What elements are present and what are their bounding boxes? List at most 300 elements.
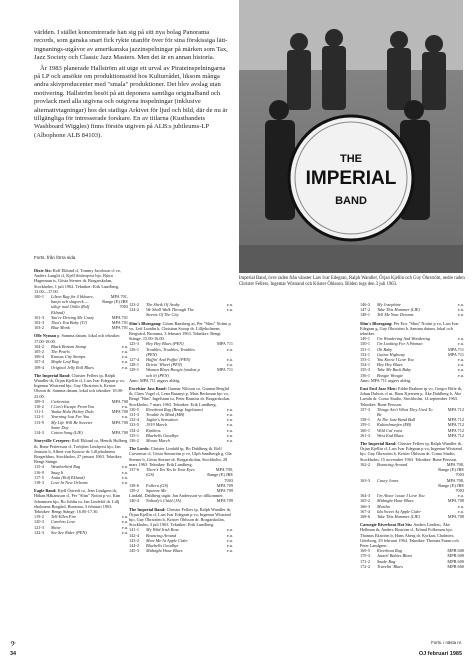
right-column <box>360 299 464 569</box>
track-row <box>360 514 464 519</box>
label-number: MPA 701 <box>111 320 128 326</box>
matrix-number: 169-5 <box>360 548 371 554</box>
track-title: Bluebells Goodbye <box>146 432 179 438</box>
track-title: Casey Jones <box>377 477 399 483</box>
label-number: e.u. <box>457 367 464 373</box>
track-title: My Josephine <box>377 302 401 307</box>
matrix-number: 171-2 <box>360 558 371 564</box>
track-title: Troubles, Troubles, Troubles (PEN) <box>146 346 195 357</box>
matrix-number: 167-4 <box>360 508 371 514</box>
matrix-number: 108-4 <box>34 364 45 370</box>
matrix-number: 142-4 <box>129 532 140 538</box>
track-title: Hey Hey Blues (PEN) <box>146 341 184 347</box>
session-block <box>360 321 464 383</box>
track-row <box>360 407 464 417</box>
matrix-number: 123-2 <box>129 302 140 307</box>
session-header <box>360 522 464 548</box>
matrix-number: 146-3 <box>360 302 371 307</box>
track-title: Lilsen Rag för 4 blåsare, banjo och slagverk — stilig- nad Orkla (Rolf Eklund) <box>51 294 94 315</box>
label-number: e.u. <box>226 362 233 368</box>
label-number: MPA 712 <box>447 422 464 428</box>
label-number: e.u. <box>121 359 128 365</box>
label-number: e.u. <box>121 464 128 470</box>
track-row <box>129 367 233 377</box>
track-row <box>129 548 233 553</box>
session-block <box>129 302 233 318</box>
label-number: MPA 700 <box>111 409 128 415</box>
band-photo <box>239 0 463 273</box>
track-title: My Wild Irish Rose <box>146 527 180 533</box>
track-title: Weatherbird Rag <box>51 464 81 470</box>
label-number: e.u. <box>121 343 128 349</box>
session-details: p. Samma datum, lokal och tekniker. 17.00-18.00. <box>34 333 121 344</box>
label-number: MPA 709 <box>216 498 233 504</box>
track-list <box>129 407 233 443</box>
label-number: e.u. <box>457 336 464 342</box>
matrix-number: 119-2 <box>34 514 44 520</box>
track-title: Moose March <box>146 438 170 444</box>
track-title: Black Bottom Stomp <box>51 343 87 349</box>
track-list <box>360 302 464 318</box>
session-note: Anm: MPA 711 utgavs aldrig. <box>129 377 181 383</box>
label-number: e.u. <box>121 529 128 535</box>
track-row <box>34 325 128 330</box>
track-list <box>360 462 464 519</box>
photo-caption: Imperial Band, övre raden från vänster Lars Ivar Edegran, Ralph Wandler, Örjan Kjellin och Guy Öhrström, nedre raden Christer Fellers, Ingemar Wistrand och Krister Öhlsson. Bilden togs den 3 juli 1963. <box>239 276 465 287</box>
session-block <box>34 438 128 485</box>
track-title: At The Jazz Band Ball <box>377 417 416 423</box>
session-header <box>129 507 233 528</box>
track-title: Snake Rag <box>377 558 396 564</box>
label-number: MPA 701 <box>111 314 128 320</box>
matrix-number: 113-9 <box>34 419 44 425</box>
label-number: MPA 708, Range (E) JRE 7003 <box>438 461 464 478</box>
matrix-number: 134-2 <box>129 427 140 433</box>
matrix-number: 145-3 <box>129 548 140 554</box>
session-header <box>34 268 128 294</box>
label-number: MPB 600 <box>447 558 464 564</box>
matrix-number: 137-6 <box>129 467 140 473</box>
label-number: e.u. <box>226 542 233 548</box>
matrix-number: 162-2 <box>360 461 371 467</box>
track-title: Kinkless <box>146 427 161 433</box>
session-block <box>360 522 464 569</box>
track-title: Tell-Ellen Fire <box>51 514 77 520</box>
band-name: Carnegie Riverboat Hot Six: <box>360 522 413 528</box>
matrix-number: 147-2 <box>360 307 371 313</box>
matrix-number: 114-3 <box>34 430 44 436</box>
track-title: Huffin' And Puffin' (PEN) <box>146 357 191 363</box>
matrix-number: 172-2 <box>360 563 371 569</box>
track-row <box>360 312 464 317</box>
track-title: Midnight Hour Blues <box>377 498 414 504</box>
label-number: MPA 701, Range (E) JRE 7003 <box>102 294 128 310</box>
track-row <box>129 347 233 357</box>
matrix-number: 138-6 <box>129 482 140 488</box>
matrix-number: 161-3 <box>360 432 371 438</box>
session-note: Anm: MPA 711 utgavs aldrig. <box>360 377 412 383</box>
matrix-number: 100-1 <box>34 294 45 300</box>
track-title: Shine <box>51 524 61 530</box>
band-name: The Imperial Band: <box>34 372 71 378</box>
track-list <box>34 294 128 330</box>
matrix-number: 104-2 <box>34 343 45 349</box>
matrix-number: 157-3 <box>360 406 371 412</box>
label-number: MPA 712 <box>447 427 464 433</box>
band-name: Slim's Bluesgang: <box>129 320 162 326</box>
track-title: You're Driving Me Crazy <box>51 314 94 320</box>
session-details: Göran Ramberg as, Per "Slim" Notini p vo, Leif Lundin b, Christian Sooop dr. Lilljeholmens Bergvärd, Bromma, 3 februari 1963. Tekniker: Bengt Stänge. 15.00-16.00. <box>129 320 231 342</box>
label-number: MPA 700 <box>111 398 128 404</box>
label-number: e.u. <box>457 508 464 514</box>
track-row <box>34 294 128 315</box>
track-title: Take This Hammer (LIE) <box>377 307 420 313</box>
label-number: e.u. <box>457 362 464 368</box>
session-details: Eddie Brahner tp vo, Gregor Rifie tb, Johan Dubois cl as, Hans Kjerrsen p, Åke Dahlberg b, Åke Larsdn dr. Como Studio, Stockholm, 14 september 1963. Tekniker: Rune Persson. <box>360 386 463 407</box>
matrix-number: 136-2 <box>129 438 140 444</box>
label-number: e.u. <box>121 474 128 480</box>
label-number: MPA 708 <box>447 498 464 504</box>
session-header <box>129 386 233 407</box>
label-number: MPB 600 <box>447 548 464 554</box>
drum-text-the: THE <box>340 153 362 165</box>
session-header <box>34 373 128 399</box>
matrix-number: 112-1 <box>34 414 44 420</box>
matrix-number: 150-1 <box>360 341 371 347</box>
track-row <box>360 478 464 494</box>
middle-column <box>129 299 233 553</box>
session-note: Lindahl, Dahlberg utgår. Jan Andersson vo tillkommer. <box>129 493 224 499</box>
label-number: MPB 600 <box>447 563 464 569</box>
track-title: The Pearls <box>51 349 70 355</box>
track-title: Drivin' Wheel (PEN) <box>146 362 182 368</box>
intro-paragraph: världen. I stället koncentrerade han sig på sitt nya bolag Panorama records, som ganska snart fick rykte utanför över för sina förskissiga lätt-ingnanings-utgåvor av amerikanska jazzinspelningar på märken som Tax, Jazz Society och Classic Jazz Masters. Men det är en annan historia. <box>34 29 228 62</box>
matrix-number: 139-2 <box>129 487 140 493</box>
session-details: Anders Lindeso, Åke Hellman tb, Anders Ekström cl, Erland Folkessen bjo, Thomas Ekström b, Hans Åberg dr. Kyrkan, Chalmers, Göteborg, 29 februari 1964. Tekniker: Thomas Fraun och Peter Landgren. <box>360 522 459 548</box>
matrix-number: 110-2 <box>34 404 44 410</box>
matrix-number: 141-1 <box>129 527 140 533</box>
matrix-number: 164-3 <box>360 493 371 499</box>
track-title: Take This Hammer (LIE) <box>377 513 420 519</box>
matrix-number: 166-3 <box>360 503 371 509</box>
session-header <box>34 438 128 464</box>
band-name: Excelsior Jass Band: <box>129 386 167 392</box>
session-header <box>129 446 233 467</box>
matrix-number: 152-1 <box>360 351 371 357</box>
track-title: Kaltenbrunfen (EB) <box>377 422 412 428</box>
track-title: Anita (Rolf Eklund) <box>51 474 85 480</box>
label-number: MPA 709 <box>216 482 233 488</box>
matrix-number: 106-4 <box>34 354 45 360</box>
session-block <box>360 441 464 519</box>
label-number: MPB 600 <box>447 553 464 559</box>
matrix-number: 126-1 <box>129 346 140 352</box>
track-title: Nobody's Child (JA) <box>146 498 182 504</box>
matrix-number: 109-3 <box>34 398 45 404</box>
track-list <box>129 302 233 318</box>
label-number: MPA 712 <box>447 406 464 412</box>
label-number: e.u. <box>457 357 464 363</box>
track-title: Meet Me At Apple Cider <box>146 537 188 543</box>
track-title: 1919 March <box>146 422 167 428</box>
session-block <box>129 507 233 554</box>
track-title: We Shall Walk Through The Streets Of The City <box>146 307 194 318</box>
track-list <box>129 527 233 553</box>
drum-text-band: BAND <box>335 195 367 207</box>
label-number: MPA 700 <box>111 430 128 436</box>
track-list <box>360 548 464 569</box>
label-number: e.u. <box>121 349 128 355</box>
label-number: e.u. <box>121 404 128 410</box>
matrix-number: 115-4 <box>34 464 44 470</box>
label-number: e.u. <box>226 357 233 363</box>
session-details: Rolf Eklund co, Henrik Hulberg tb, Rune Pettersson cl, Torbjörn Lindqvist bjo, Jan Jansson b, Albert von Konow dr. Lilljeholmens Borgerkhus, Stockholm, 27 januari 1963. Tekniker: Bengt Stänge. <box>34 438 128 465</box>
track-list <box>34 399 128 435</box>
track-title: Wild Cat' twist <box>377 427 403 433</box>
magazine-issue: OJ februari 1985 <box>418 651 462 657</box>
track-row <box>34 420 128 430</box>
band-name: Eagle Band: <box>34 488 57 494</box>
label-number: e.u. <box>226 422 233 428</box>
label-number: e.u. <box>226 427 233 433</box>
session-block <box>34 488 128 535</box>
track-title: Tell Me Your Dreams <box>377 312 414 318</box>
track-title: Trouble In Mind (MB) <box>146 412 185 418</box>
track-title: West End Blues <box>377 432 404 438</box>
track-title: Boogie Woogie <box>377 372 403 378</box>
track-title: Midnight Hour Blues <box>146 548 183 554</box>
label-number: e.u. <box>457 312 464 318</box>
matrix-number: 135-1 <box>129 432 140 438</box>
label-number: e.u. <box>226 432 233 438</box>
session-block <box>34 333 128 369</box>
matrix-number: 170-3 <box>360 553 371 559</box>
label-number: e.u. <box>121 364 128 370</box>
matrix-number: 102-3 <box>34 320 45 326</box>
track-title: I'm Wondering And Wondering <box>377 336 430 342</box>
intro-paragraph: År 1983 planerade Hallström att utge ett urval av Pirateinspelningarna på LP och ansökte om produktionsstöd hos Kulturrådet, liksom många andra skivproducenter med "smala" produktioner. Det blev avslag utan motivering. Hallström besöt på att deponera samtliga originalband och provlack med alla utgivna och outgivna inspelningar (inklusive alternativtagningar) hos det statliga Arkivet för ljud och bild, där de nu är tillgängliga för intresserade forskare. En av titlarna (Kustbandets Washboard Wiggles) finns förstös utgiven på ALB:s jubileums-LP (Albophone ALB 84103). <box>34 64 228 139</box>
track-title: Oh Baby <box>377 346 393 352</box>
label-number: e.u. <box>121 514 128 520</box>
track-title: Yearning Just For You <box>51 414 90 420</box>
session-details: Christer Fellers tp, Ralph Wandler tb, Örjan Kjellin cl, Lars Ivar Edegran p vo, Ingemar Wistrand bjo, Guy Öhrström b, Krister Öhlsson dr. Como Studio, Stockholm, 15 november 1963. Tekniker: Rune Persson. <box>360 441 462 462</box>
band-name: Dixie Six: <box>34 268 52 273</box>
track-title: Take Me Back Baby <box>377 367 412 373</box>
label-number: e.u. <box>121 519 128 525</box>
label-number: e.u. <box>457 493 464 499</box>
bass-clef-icon: 𝄢 <box>10 640 16 650</box>
track-title: Bouncing Around <box>377 461 408 467</box>
matrix-number: 129-1 <box>129 367 140 373</box>
session-block <box>129 321 233 383</box>
session-details: Kjell Östredt co, Jens Lindgren tb, Håkan Håkansson cl, Per "Slim" Notini p vo, Kim Johannsen bjo, Bo Juhlin tu, Jan Lindelöf dr. Lillj eholmens Borgård, Bromma, 3 februari 1963. Tekniker: Bengt Stänge. 16.00-17.30. <box>34 488 121 514</box>
track-list <box>360 407 464 438</box>
session-block <box>34 268 128 330</box>
track-title: That's You Baby (TJ) <box>51 320 87 326</box>
label-number: e.u. <box>226 548 233 554</box>
matrix-number: 118-3 <box>34 479 44 485</box>
label-number: MPA 708 <box>447 513 464 519</box>
track-title: Bouncing Around <box>146 532 177 538</box>
track-row <box>34 430 128 435</box>
session-header <box>34 488 128 514</box>
matrix-number: 144-2 <box>129 542 140 548</box>
matrix-number: 154-1 <box>360 362 371 368</box>
matrix-number: 130-5 <box>129 406 140 412</box>
band-name: Olle Nyman <box>34 333 57 339</box>
matrix-number: 133-5 <box>129 422 140 428</box>
matrix-number: 120-3 <box>34 519 45 525</box>
track-title: Riverboat Rag (Bengt Ingelstam) <box>146 406 203 412</box>
track-title: I Can't Escape From You <box>51 404 95 410</box>
label-number: MPA 711 <box>447 351 464 357</box>
track-title: Bluebells Goodbye <box>146 542 179 548</box>
label-number: e.u. <box>226 532 233 538</box>
continued-next-note: Forts. i nästa nr. <box>431 640 462 645</box>
track-list <box>129 498 233 503</box>
track-row <box>129 498 233 503</box>
track-row <box>360 462 464 478</box>
label-number: e.u. <box>121 414 128 420</box>
matrix-number: 140-4 <box>129 498 140 504</box>
band-photo-image <box>239 0 463 273</box>
matrix-number: 128-1 <box>129 362 140 368</box>
matrix-number: 143-2 <box>129 537 140 543</box>
track-row <box>34 530 128 535</box>
track-title: I'm Alone 'cause I Love You <box>377 493 425 499</box>
matrix-number: 160-1 <box>360 427 371 433</box>
matrix-number: 125-3 <box>129 341 140 347</box>
label-number: e.u. <box>226 406 233 412</box>
label-number: MPA 712 <box>447 432 464 438</box>
track-title: Creboritas <box>51 398 70 404</box>
track-row <box>34 365 128 370</box>
matrix-number: 101-3 <box>34 314 45 320</box>
track-title: Love In New Orleans <box>51 479 88 485</box>
band-name: The Imperial Band: <box>129 506 166 512</box>
label-number: e.u. <box>121 524 128 530</box>
track-title: Yaaka Hula Hickey Dula <box>51 409 94 415</box>
matrix-number: 122-3 <box>34 529 45 535</box>
matrix-number: 111-1 <box>34 409 44 415</box>
session-header <box>360 441 464 462</box>
track-title: Juglar's Sensation <box>146 417 178 423</box>
matrix-number: 168-6 <box>360 513 371 519</box>
label-number: e.u. <box>457 372 464 378</box>
matrix-number: 127-4 <box>129 357 140 363</box>
session-block <box>34 373 128 435</box>
label-number: MPA 709 <box>216 487 233 493</box>
label-number: e.u. <box>226 412 233 418</box>
session-details: Rolf Eklund cl, Tommy Jacobson cl vo, Anders Langlit cl, Kjell Söderqvist bjo, Björn Hagerman ts, Gösta Sterner dr. Borgarskolan, Stockholm, 1 juli 1962. Tekniker: Erik Lundberg, 13.00—17.00. <box>34 268 121 294</box>
track-row <box>129 438 233 443</box>
label-number: MPA 711 <box>216 367 233 373</box>
label-number: e.u. <box>457 503 464 509</box>
label-number: e.u. <box>226 417 233 423</box>
label-number: e.u. <box>457 302 464 307</box>
session-details: Christer Lindahl tp, Bo Dahlberg tb, Rolf Carvenius cl, Gösta Stenström p vo, Ulph Sandbergh g, Ola Sterner b, Gösta Sterner dr. Borgarskolan, Stockholm, 28 mars 1963. Tekniker: Erik Lundberg. <box>129 446 232 467</box>
session-block <box>129 446 233 503</box>
session-details: Per Eric "Slim" Notini p vo, Lars Ivar Edegran g, Guy Öhrström b. Samma datum, lokal och tekniker. <box>360 320 459 337</box>
label-number: e.u. <box>226 527 233 533</box>
label-number: e.u. <box>226 537 233 543</box>
band-name: Slim's Bluesgang: <box>360 320 393 326</box>
label-number: e.u. <box>226 346 233 352</box>
track-row <box>129 467 233 483</box>
label-number: e.u. <box>457 307 464 313</box>
track-list <box>129 341 233 377</box>
label-number: e.u. <box>121 354 128 360</box>
label-number: e.u. <box>457 341 464 347</box>
track-title: Snag It <box>51 469 64 475</box>
drum-text-imperial: IMPERIAL <box>305 168 397 189</box>
track-list <box>34 344 128 370</box>
label-number: MPA 701 <box>111 325 128 331</box>
track-title: Blue Monk <box>51 325 70 331</box>
track-title: I'm Looking For A Woman <box>377 341 423 347</box>
matrix-number: 151-1 <box>360 346 371 352</box>
track-title: Jazzin' Babies Blues <box>377 553 413 559</box>
track-title: Kansas City Stomps <box>51 354 86 360</box>
track-title: Woman Blues Boogie (ondast p och b) (PEN) <box>146 367 200 378</box>
track-row <box>34 480 128 485</box>
matrix-number: 158-1 <box>360 417 371 423</box>
label-number: MPA 709, Range (E) JRE 7003 <box>207 467 233 483</box>
band-name: Storyville Creepers: <box>34 438 71 444</box>
matrix-number: 155-3 <box>360 367 371 373</box>
session-header <box>360 321 464 337</box>
track-title: Things Ain't What They Used To Be <box>377 406 433 418</box>
session-header <box>34 333 128 343</box>
left-column <box>34 255 128 535</box>
label-number: e.u. <box>121 479 128 485</box>
band-name: The Imperial Band: <box>360 441 397 447</box>
label-number: e.u. <box>226 302 233 307</box>
label-number: MPA 708, Range (E) JRE 7003 <box>438 477 464 493</box>
track-title: Fallera (GS) <box>146 482 169 488</box>
track-title: Ida Sweet As Apple Cider <box>377 508 421 514</box>
label-number: e.u. <box>226 438 233 444</box>
track-title: See See Rider (PEN) <box>51 529 87 535</box>
track-title: Hey Hey Blues <box>377 362 403 368</box>
session-block <box>129 386 233 443</box>
continued-from-note: Forts. från förra sida <box>34 255 76 260</box>
matrix-number: 121-3 <box>34 524 45 530</box>
session-block <box>360 302 464 318</box>
label-number: MPA 712 <box>447 417 464 423</box>
matrix-number: 124-2 <box>129 307 140 313</box>
track-title: Original Jelly Roll Blues <box>51 364 94 370</box>
label-number: e.u. <box>226 307 233 313</box>
matrix-number: 103-2 <box>34 325 45 331</box>
label-number: MPA 711 <box>216 341 233 347</box>
track-title: You Know I Love You <box>377 357 414 363</box>
track-title: Travelin' Blues <box>377 563 403 569</box>
matrix-number: 156-1 <box>360 372 371 378</box>
matrix-number: 117-5 <box>34 474 44 480</box>
track-title: Squeeze Me <box>146 487 167 493</box>
session-block <box>360 386 464 438</box>
session-header <box>360 386 464 407</box>
matrix-number: 131-3 <box>129 412 140 418</box>
matrix-number: 163-3 <box>360 477 371 483</box>
track-row <box>360 433 464 438</box>
track-title: Cotton Song (LIE) <box>51 430 83 436</box>
track-list <box>34 514 128 535</box>
track-title: There's Yes Yes In Your Eyes (GS) <box>146 467 195 478</box>
track-title: Guitar Highway <box>377 351 406 357</box>
matrix-number: 153-1 <box>360 357 371 363</box>
